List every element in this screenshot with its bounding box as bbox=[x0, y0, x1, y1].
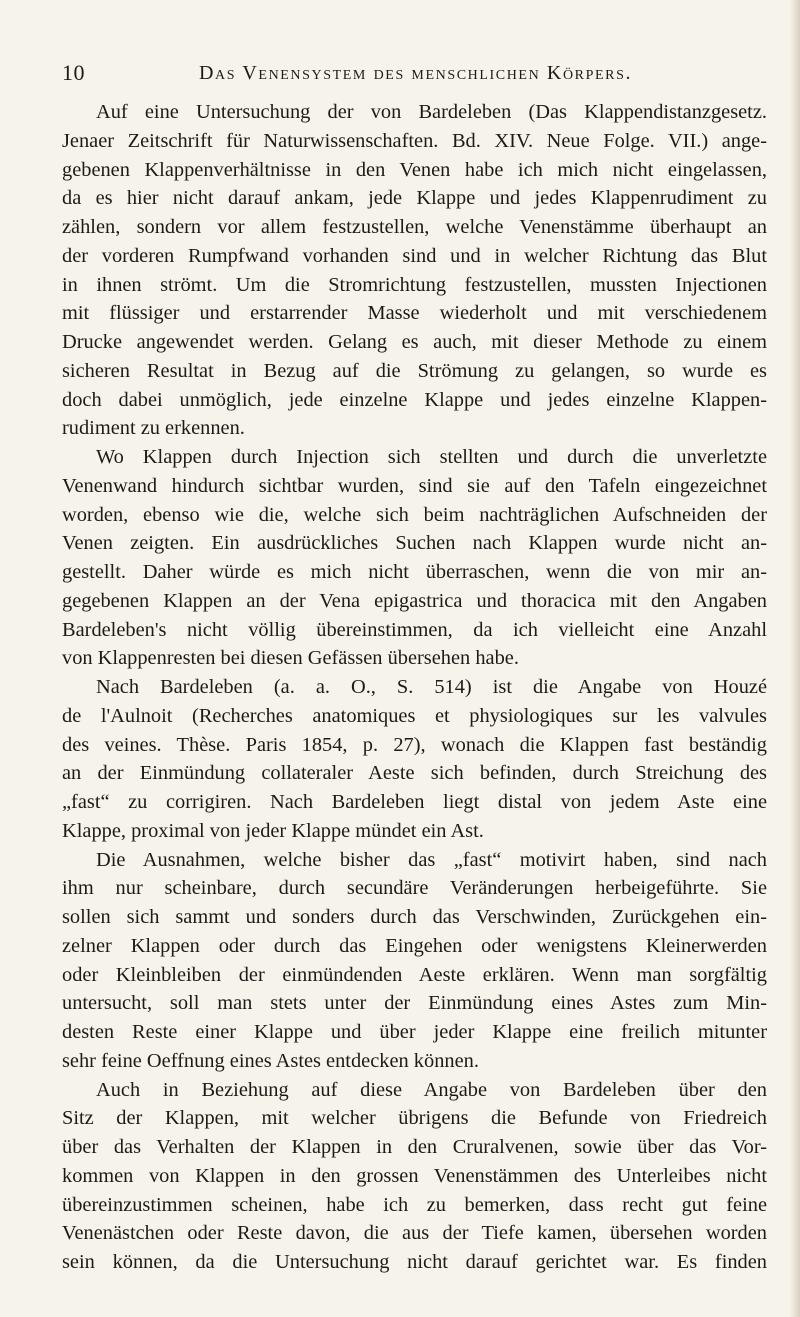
text-line: Klappe, proximal von jeder Klappe mündet ein Ast. bbox=[62, 819, 484, 842]
text-line: da es hier nicht darauf ankam, jede Klappe und jedes Klappenrudiment zu bbox=[62, 187, 767, 210]
text-line: Auch in Beziehung auf diese Angabe von Bardeleben über den bbox=[96, 1078, 767, 1101]
text-line: Die Ausnahmen, welche bisher das „fast“ motivirt haben, sind nach bbox=[96, 848, 767, 871]
text-line: Bardeleben's nicht völlig übereinstimmen, da ich vielleicht eine Anzahl bbox=[62, 618, 767, 641]
text-line: doch dabei unmöglich, jede einzelne Klappe und jedes einzelne Klappen- bbox=[62, 388, 767, 411]
text-line: „fast“ zu corrigiren. Nach Bardeleben liegt distal von jedem Aste eine bbox=[62, 791, 767, 813]
text-line: kommen von Klappen in den grossen Venenstämmen des Unterleibes nicht bbox=[62, 1164, 767, 1187]
text-line: Nach Bardeleben (a. a. O., S. 514) ist die Angabe von Houzé bbox=[96, 676, 767, 698]
text-line: des veines. Thèse. Paris 1854, p. 27), wonach die Klappen fast beständig bbox=[62, 733, 767, 756]
text-line: Auf eine Untersuchung der von Bardeleben (Das Klappendistanzgesetz. bbox=[96, 101, 767, 123]
page-edge-shadow bbox=[790, 0, 800, 1317]
text-line: der vorderen Rumpfwand vorhanden sind und in welcher Richtung das Blut bbox=[62, 244, 767, 267]
text-line: an der Einmündung collateraler Aeste sich befinden, durch Streichung des bbox=[62, 762, 767, 785]
text-line: über das Verhalten der Klappen in den Cruralvenen, sowie über das Vor- bbox=[62, 1136, 767, 1158]
body-text bbox=[62, 98, 767, 1277]
text-line: Venenästchen oder Reste davon, die aus der Tiefe kamen, übersehen worden bbox=[62, 1222, 767, 1245]
text-line: Sitz der Klappen, mit welcher übrigens die Befunde von Friedreich bbox=[62, 1107, 767, 1130]
text-line: zählen, sondern vor allem festzustellen, welche Venenstämme überhaupt an bbox=[62, 216, 767, 238]
text-line: oder Kleinbleiben der einmündenden Aeste erklären. Wenn man sorgfältig bbox=[62, 963, 767, 986]
text-line: sehr feine Oeffnung eines Astes entdecken können. bbox=[62, 1049, 479, 1072]
text-line: desten Reste einer Klappe und über jeder Klappe eine freilich mitunter bbox=[62, 1021, 767, 1043]
text-line: sicheren Resultat in Bezug auf die Strömung zu gelangen, so wurde es bbox=[62, 359, 767, 382]
text-line: mit flüssiger und erstarrender Masse wiederholt und mit verschiedenem bbox=[62, 302, 767, 325]
text-line: gegebenen Klappen an der Vena epigastrica und thoracica mit den Angaben bbox=[62, 589, 767, 612]
page-number: 10 bbox=[62, 60, 85, 85]
text-line: Wo Klappen durch Injection sich stellten und durch die unverletzte bbox=[96, 446, 767, 468]
text-line: von Klappenresten bei diesen Gefässen übersehen habe. bbox=[62, 647, 519, 670]
text-line: sollen sich sammt und sonders durch das Verschwinden, Zurückgehen ein- bbox=[62, 906, 767, 928]
text-line: untersucht, soll man stets unter der Einmündung eines Astes zum Min- bbox=[62, 992, 767, 1015]
text-line: Venen zeigten. Ein ausdrückliches Suchen nach Klappen wurde nicht an- bbox=[62, 532, 767, 555]
text-line: übereinzustimmen scheinen, habe ich zu bemerken, dass recht gut feine bbox=[62, 1193, 767, 1216]
text-line: gestellt. Daher würde es mich nicht überraschen, wenn die von mir an- bbox=[62, 561, 767, 583]
text-line: worden, ebenso wie die, welche sich beim nachträglichen Aufschneiden der bbox=[62, 503, 767, 526]
page-header bbox=[62, 60, 762, 90]
running-head: Das Venensystem des menschlichen Körpers. bbox=[199, 62, 633, 84]
text-line: Drucke angewendet werden. Gelang es auch, mit dieser Methode zu einem bbox=[62, 331, 767, 353]
text-line: in ihnen strömt. Um die Stromrichtung festzustellen, mussten Injectionen bbox=[62, 273, 767, 296]
text-line: de l'Aulnoit (Recherches anatomiques et physiologiques sur les valvules bbox=[62, 704, 767, 727]
text-line: Jenaer Zeitschrift für Naturwissenschaften. Bd. XIV. Neue Folge. VII.) ange- bbox=[62, 129, 767, 152]
text-line: sein können, da die Untersuchung nicht darauf gerichtet war. Es finden bbox=[62, 1251, 767, 1273]
text-line: ihm nur scheinbare, durch secundäre Veränderungen herbeigeführte. Sie bbox=[62, 877, 767, 900]
text-line: Venenwand hindurch sichtbar wurden, sind sie auf den Tafeln eingezeichnet bbox=[62, 474, 767, 497]
text-line: zelner Klappen oder durch das Eingehen oder wenigstens Kleinerwerden bbox=[62, 934, 767, 957]
text-line: gebenen Klappenverhältnisse in den Venen habe ich mich nicht eingelassen, bbox=[62, 158, 767, 181]
text-line: rudiment zu erkennen. bbox=[62, 417, 245, 440]
